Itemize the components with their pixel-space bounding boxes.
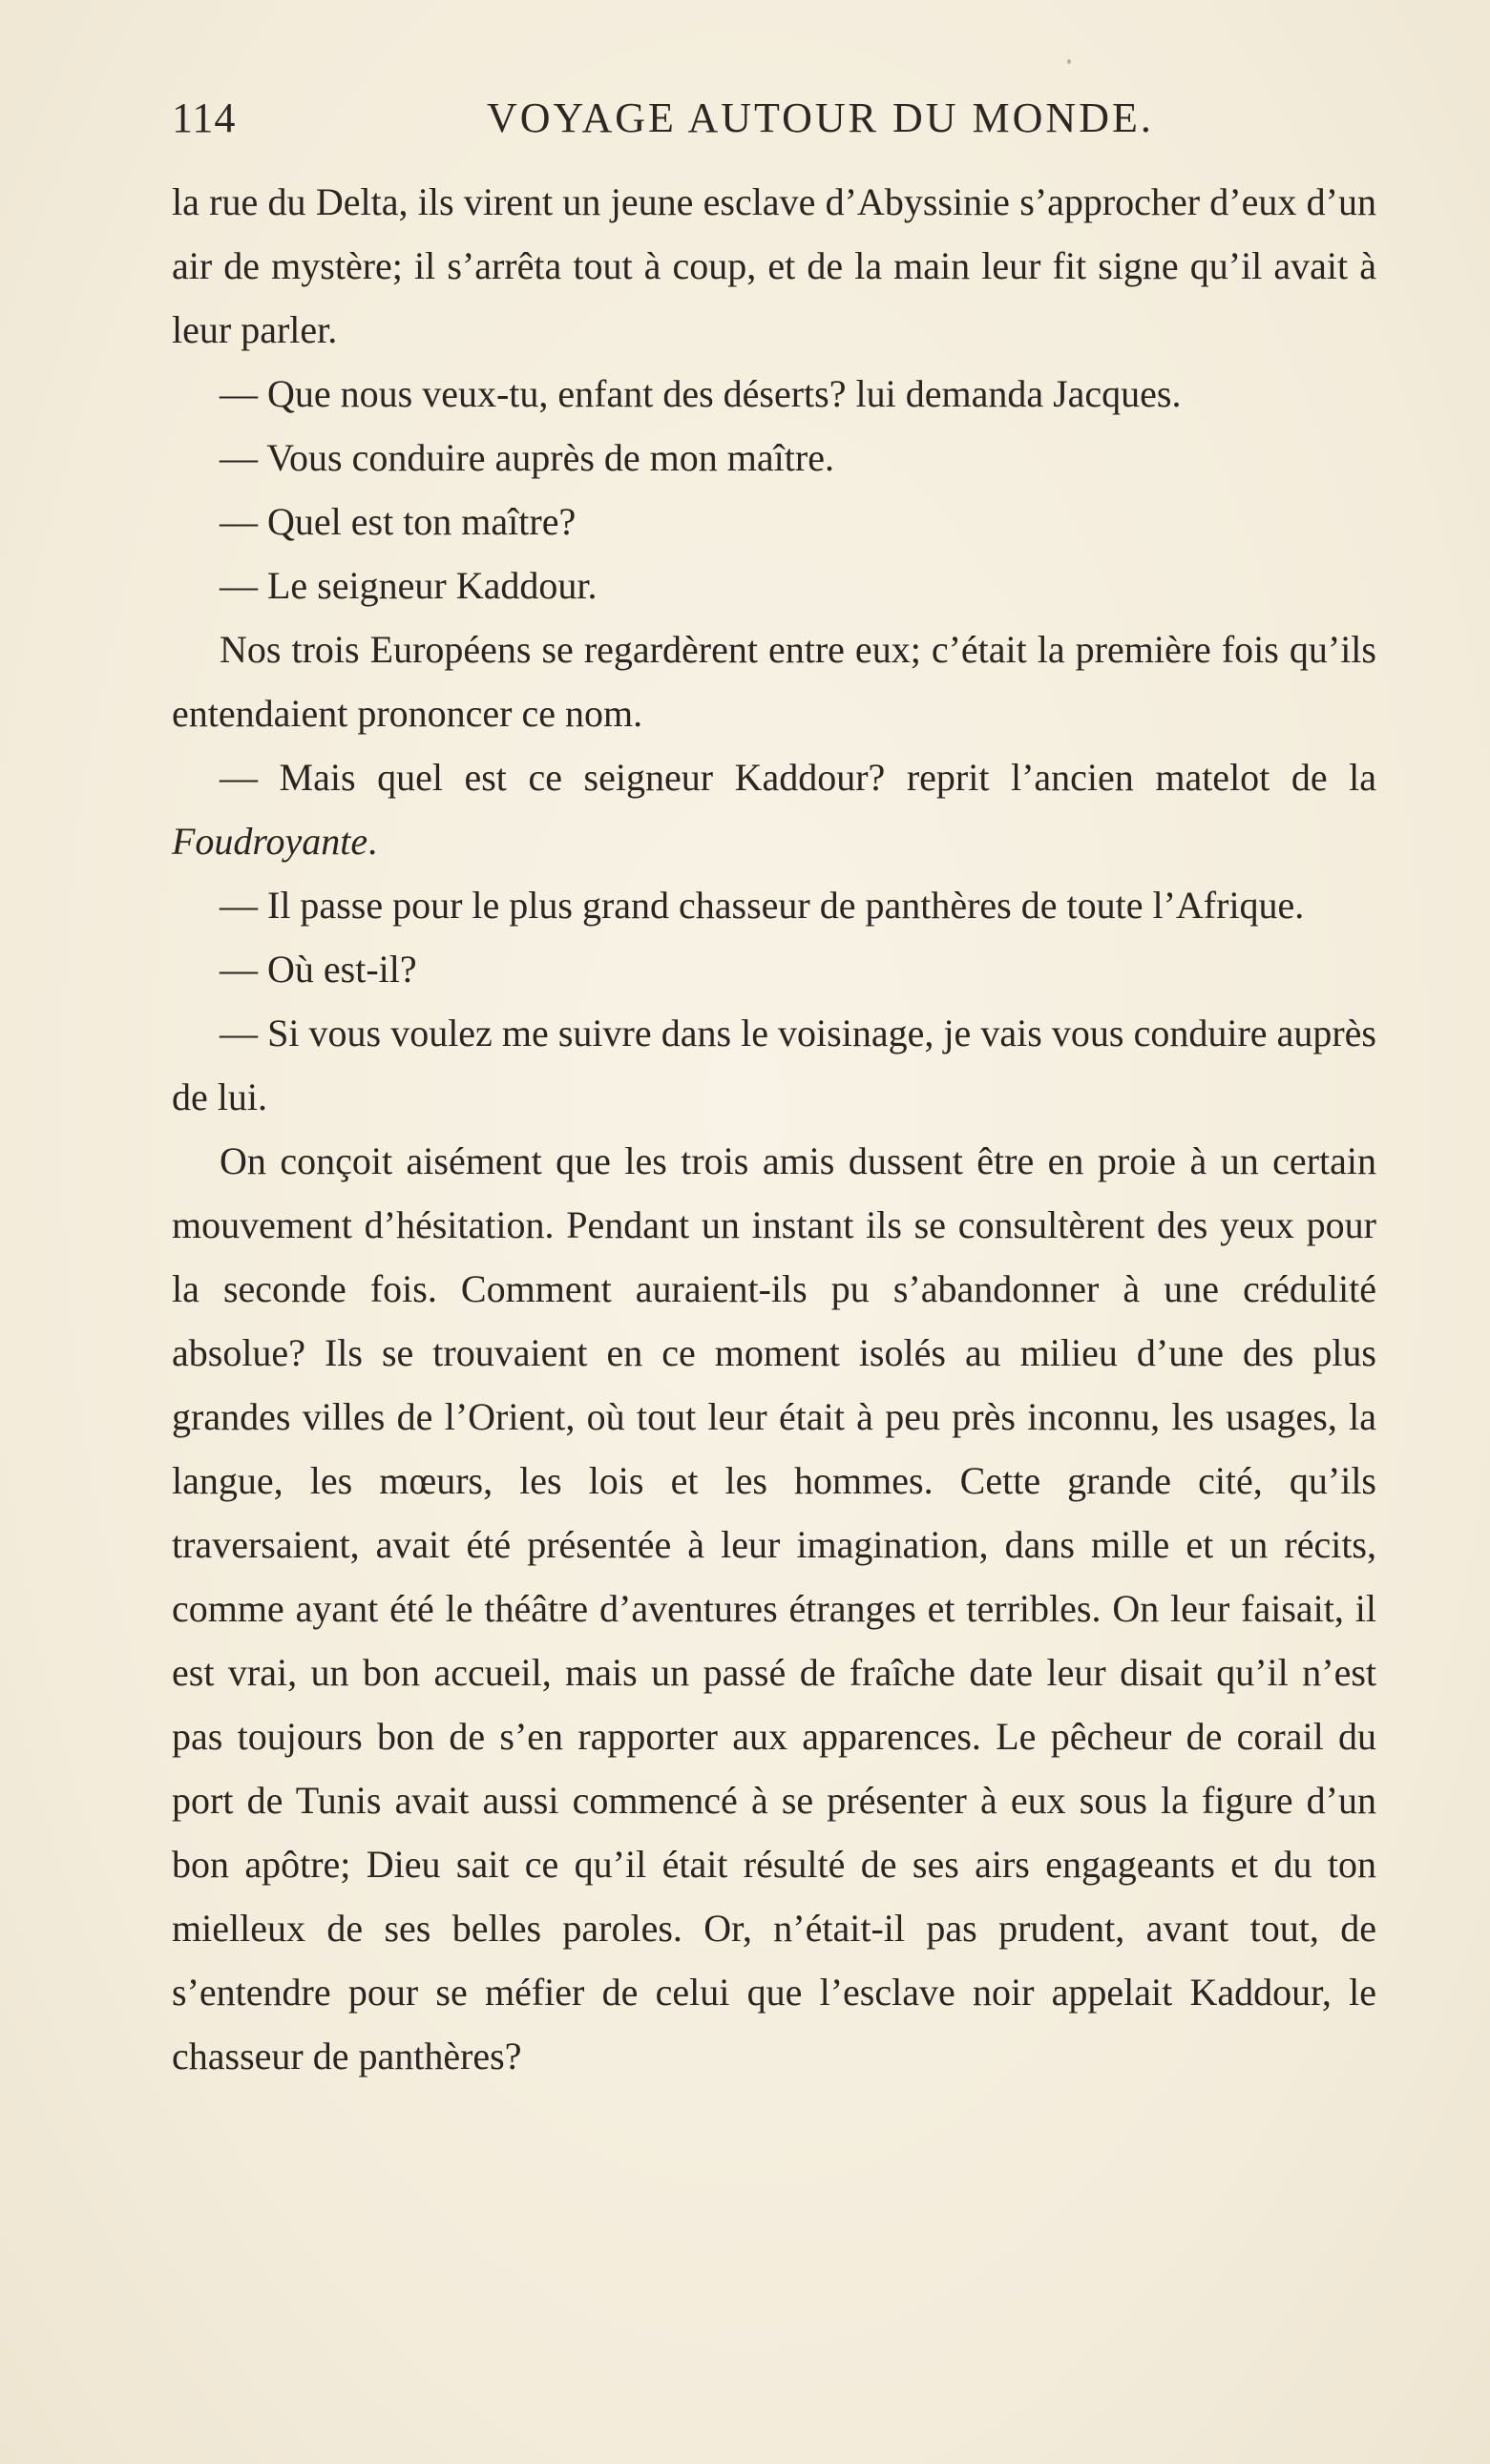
paper-speck [1067,59,1071,64]
dialogue-line [172,745,1376,873]
dialogue-line: — Il passe pour le plus grand chasseur de panthères de toute l’Afrique. [220,884,1305,927]
ship-name: Foudroyante [172,820,368,863]
dialogue-line: — Où est-il? [220,948,417,991]
dialogue-line: — Vous conduire auprès de mon maître. [220,436,834,479]
dialogue-line: — Le seigneur Kaddour. [220,564,598,607]
dialogue-line: — Si vous voulez me suivre dans le voisinage, je vais vous conduire auprès de lui. [172,1012,1376,1118]
dialogue-line: — Quel est ton maître? [220,500,577,543]
dialogue-end: . [367,820,378,863]
paragraph: On conçoit aisément que les trois amis dussent être en proie à un certain mouvement d’hésitation. Pendant un instant ils se consultèrent des yeux pour la seconde fois. Comment auraient-ils pu s’abandonner à une crédulité absolue? Ils se trouvaient en ce moment isolés au milieu d’une des plus grandes villes de l’Orient, où tout leur était à peu près inconnu, les usages, la langue, les mœurs, les lois et les hommes. Cette grande cité, qu’ils traversaient, avait été présentée à leur imagination, dans mille et un récits, comme ayant été le théâtre d’aventures étranges et terribles. On leur faisait, il est vrai, un bon accueil, mais un passé de fraîche date leur disait qu’il n’est pas toujours bon de s’en rapporter aux apparences. Le pêcheur de corail du port de Tunis avait aussi commencé à se présenter à eux sous la figure d’un bon apôtre; Dieu sait ce qu’il était résulté de ses airs engageants et du ton mielleux de ses belles paroles. Or, n’était-il pas prudent, avant tout, de s’entendre pour se méfier de celui que l’esclave noir appelait Kaddour, le chasseur de panthères? [172,1139,1376,2078]
dialogue-text: — Mais quel est ce seigneur Kaddour? reprit l’ancien matelot de la [220,756,1376,799]
page-number: 114 [172,94,237,141]
paragraph-continuation: la rue du Delta, ils virent un jeune esclave d’Abyssinie s’approcher d’eux d’un air de mystère; il s’arrêta tout à coup, et de la main leur fit signe qu’il avait à leur parler. [172,180,1376,351]
page-header [172,94,1379,151]
paragraph: Nos trois Européens se regardèrent entre eux; c’était la première fois qu’ils entendaient prononcer ce nom. [172,628,1376,735]
dialogue-line: — Que nous veux-tu, enfant des déserts? lui demanda Jacques. [220,372,1182,415]
running-title: VOYAGE AUTOUR DU MONDE. [487,94,1154,141]
body-text [172,170,1376,2088]
